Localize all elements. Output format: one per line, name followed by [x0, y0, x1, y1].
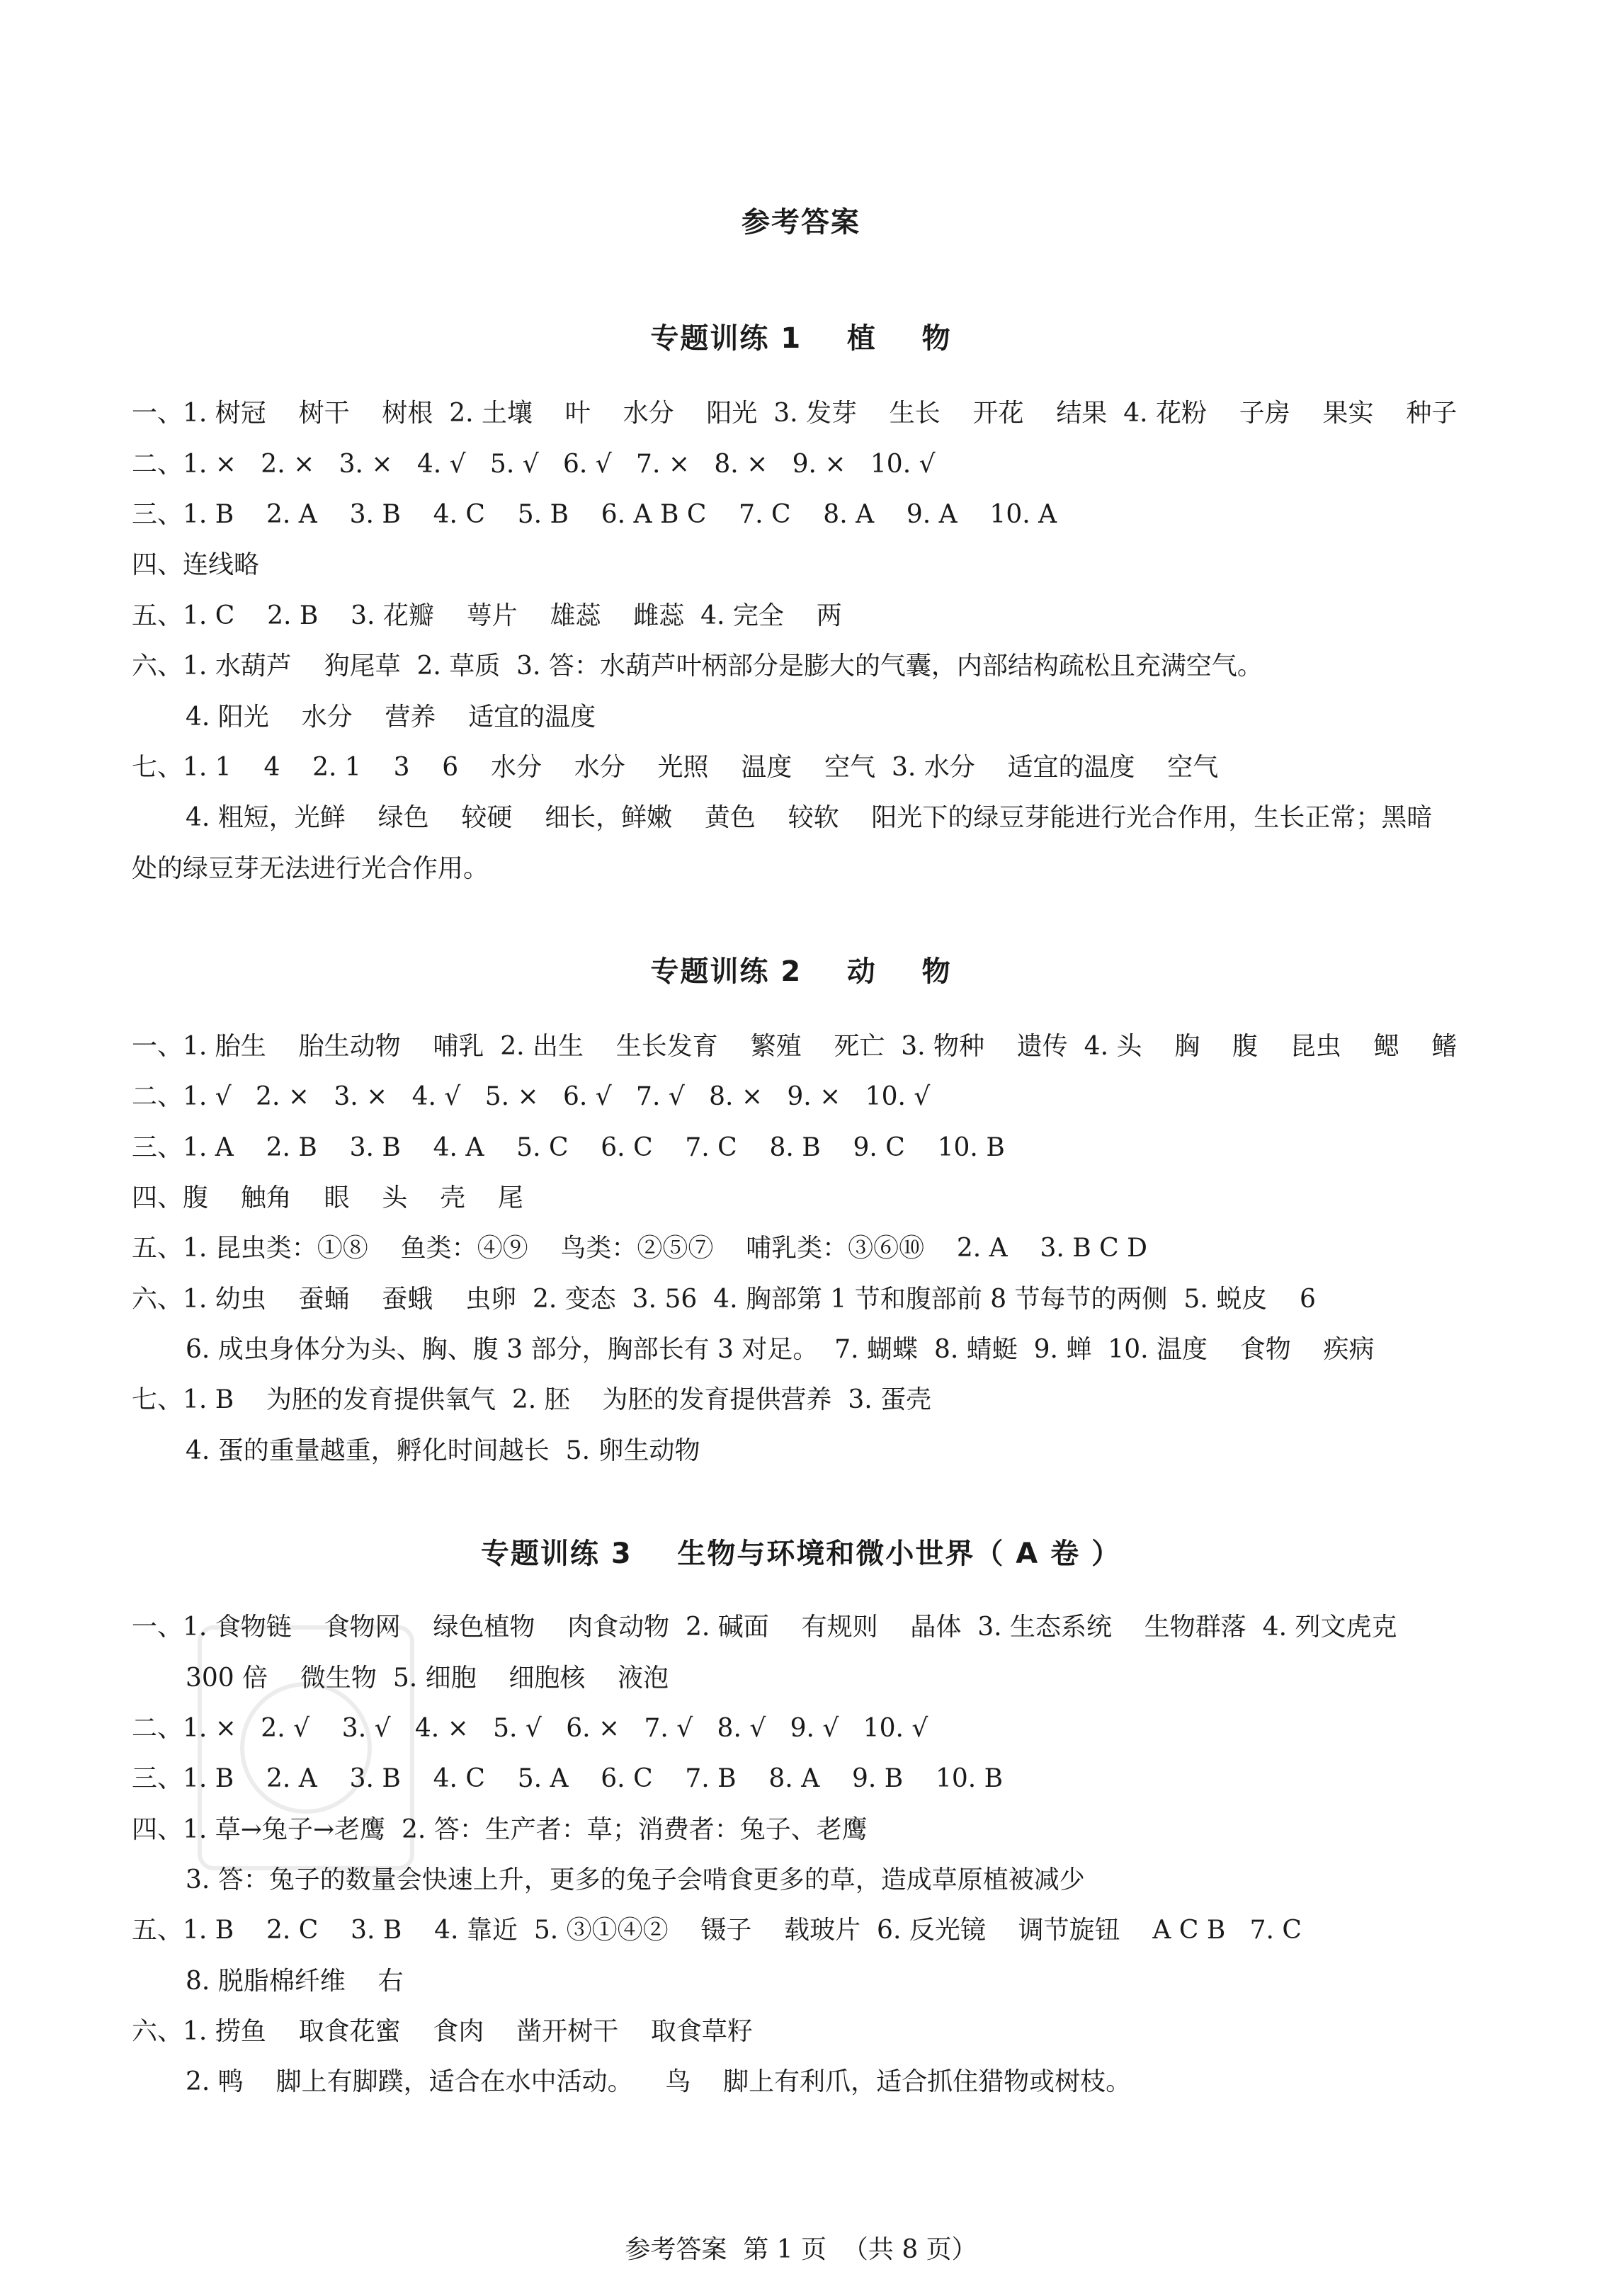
- answer-line: 二、1. × 2. √ 3. √ 4. × 5. √ 6. × 7. √ 8. √ 9. √ 10. √: [132, 1714, 928, 1743]
- page-title: 参考答案: [742, 206, 860, 239]
- answer-line: 8. 脱脂棉纤维 右: [186, 1967, 404, 1996]
- section-title-animals: 专题训练 2 动 物: [650, 955, 952, 988]
- answer-line: 3. 答：兔子的数量会快速上升，更多的兔子会啃食更多的草，造成草原植被减少: [186, 1865, 1085, 1894]
- answer-line: 六、1. 幼虫 蚕蛹 蚕蛾 虫卵 2. 变态 3. 56 4. 胸部第 1 节和腹部前 8 节每节的两侧 5. 蜕皮 6: [132, 1285, 1316, 1314]
- answer-line: 4. 粗短，光鲜 绿色 较硬 细长，鲜嫩 黄色 较软 阳光下的绿豆芽能进行光合作用，生长正常；黑暗: [186, 803, 1433, 832]
- answer-line: 七、1. B 为胚的发育提供氧气 2. 胚 为胚的发育提供营养 3. 蛋壳: [132, 1385, 932, 1414]
- answer-line: 七、1. 1 4 2. 1 3 6 水分 水分 光照 温度 空气 3. 水分 适宜的温度 空气: [132, 753, 1219, 782]
- answer-line: 一、1. 树冠 树干 树根 2. 土壤 叶 水分 阳光 3. 发芽 生长 开花 结果 4. 花粉 子房 果实 种子: [132, 399, 1458, 428]
- answer-line: 三、1. B 2. A 3. B 4. C 5. B 6. A B C 7. C 8. A 9. A 10. A: [132, 500, 1057, 529]
- answer-line: 三、1. A 2. B 3. B 4. A 5. C 6. C 7. C 8. B 9. C 10. B: [132, 1133, 1005, 1162]
- answer-line: 二、1. × 2. × 3. × 4. √ 5. √ 6. √ 7. × 8. × 9. × 10. √: [132, 450, 936, 479]
- answer-line: 五、1. B 2. C 3. B 4. 靠近 5. ③①④② 镊子 载玻片 6. 反光镜 调节旋钮 A C B 7. C: [132, 1916, 1302, 1945]
- page-footer: 参考答案 第 1 页 （共 8 页）: [625, 2235, 977, 2264]
- answer-line: 六、1. 水葫芦 狗尾草 2. 草质 3. 答：水葫芦叶柄部分是膨大的气囊，内部结构疏松且充满空气。: [132, 652, 1263, 681]
- answer-line: 一、1. 胎生 胎生动物 哺乳 2. 出生 生长发育 繁殖 死亡 3. 物种 遗传 4. 头 胸 腹 昆虫 鳃 鳍: [132, 1032, 1458, 1061]
- answer-line: 六、1. 捞鱼 取食花蜜 食肉 凿开树干 取食草籽: [132, 2017, 753, 2046]
- answer-line: 三、1. B 2. A 3. B 4. C 5. A 6. C 7. B 8. A 9. B 10. B: [132, 1764, 1004, 1793]
- answer-line: 4. 阳光 水分 营养 适宜的温度: [186, 703, 596, 732]
- answer-line: 四、连线略: [132, 550, 260, 579]
- answer-line: 五、1. C 2. B 3. 花瓣 萼片 雄蕊 雌蕊 4. 完全 两: [132, 601, 842, 630]
- answer-line: 6. 成虫身体分为头、胸、腹 3 部分，胸部长有 3 对足。 7. 蝴蝶 8. 蜻蜓 9. 蝉 10. 温度 食物 疾病: [186, 1335, 1375, 1364]
- answer-line: 300 倍 微生物 5. 细胞 细胞核 液泡: [186, 1664, 669, 1693]
- watermark: [193, 1620, 419, 1875]
- answer-line: 二、1. √ 2. × 3. × 4. √ 5. × 6. √ 7. √ 8. × 9. × 10. √: [132, 1082, 931, 1111]
- section-title-environment: 专题训练 3 生物与环境和微小世界（ A 卷 ）: [480, 1538, 1122, 1570]
- answer-line: 一、1. 食物链 食物网 绿色植物 肉食动物 2. 碱面 有规则 晶体 3. 生态系统 生物群落 4. 列文虎克: [132, 1613, 1397, 1642]
- answer-line: 四、腹 触角 眼 头 壳 尾: [132, 1183, 523, 1212]
- answer-line: 五、1. 昆虫类：①⑧ 鱼类：④⑨ 鸟类：②⑤⑦ 哺乳类：③⑥⑩ 2. A 3. B C D: [132, 1234, 1147, 1263]
- answer-line: 处的绿豆芽无法进行光合作用。: [132, 854, 489, 883]
- answer-line: 四、1. 草→兔子→老鹰 2. 答：生产者：草；消费者：兔子、老鹰: [132, 1815, 868, 1844]
- answer-line: 2. 鸭 脚上有脚蹼，适合在水中活动。 鸟 脚上有利爪，适合抓住猎物或树枝。: [186, 2067, 1132, 2096]
- answer-line: 4. 蛋的重量越重，孵化时间越长 5. 卵生动物: [186, 1436, 700, 1465]
- section-title-plants: 专题训练 1 植 物: [650, 322, 952, 355]
